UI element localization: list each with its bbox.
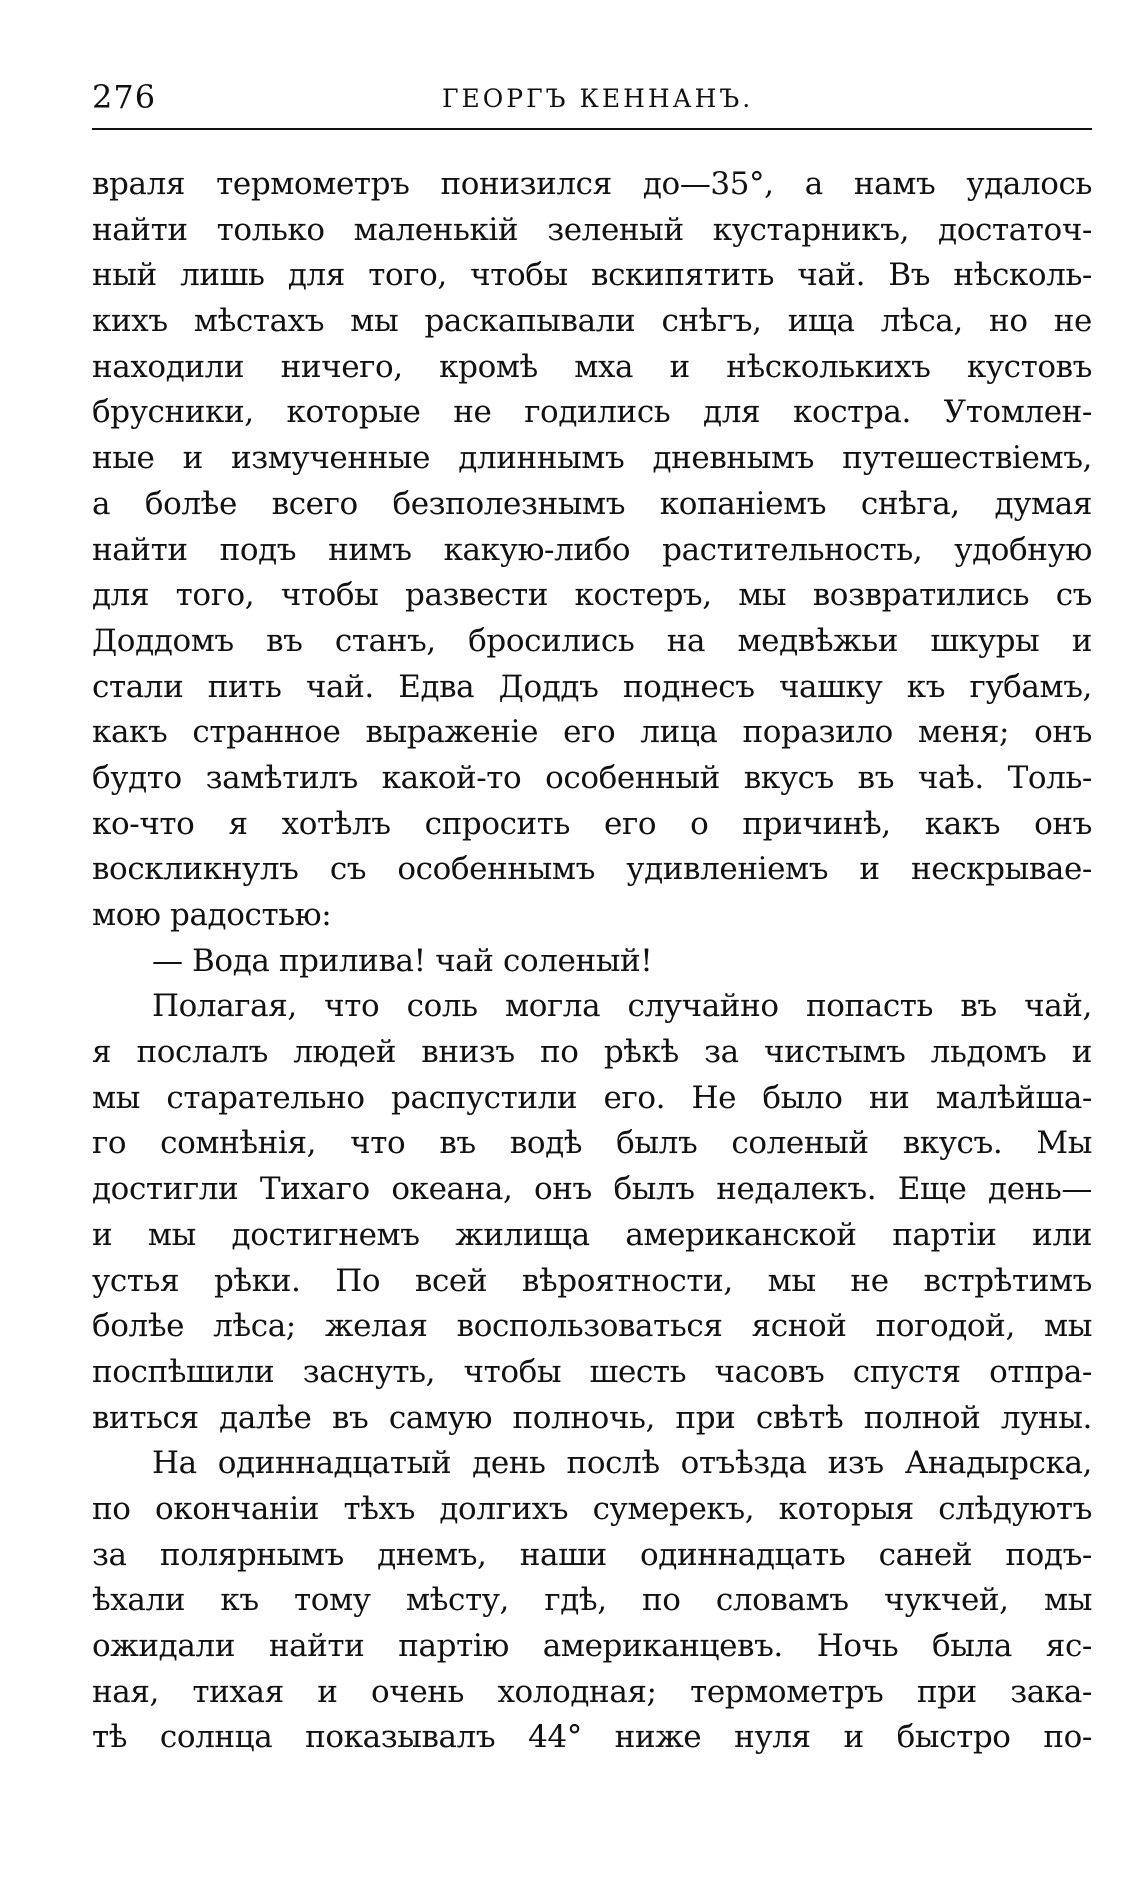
text-line: и мы достигнемъ жилища американской партіи или — [92, 1216, 1092, 1253]
paragraph-first-line: Полагая, что соль могла случайно попасть въ чай, — [152, 988, 1092, 1025]
text-line: Доддомъ въ станъ, бросились на медвѣжьи шкуры и — [92, 622, 1092, 659]
dialogue-line: — Вода прилива! чай соленый! — [152, 942, 653, 979]
text-line: ко-что я хотѣлъ спросить его о причинѣ, какъ онъ — [92, 805, 1092, 842]
text-line: найти только маленькій зеленый кустарникъ, достаточ- — [92, 211, 1092, 248]
text-line: ный лишь для того, чтобы вскипятить чай. Въ нѣсколь- — [92, 257, 1092, 294]
text-line: поспѣшили заснуть, чтобы шесть часовъ спустя отпра- — [92, 1353, 1092, 1390]
text-line: тѣ солнца показывалъ 44° ниже нуля и быстро по- — [92, 1719, 1092, 1756]
text-line: мы старательно распустили его. Не было ни малѣйша- — [92, 1079, 1092, 1116]
text-line: достигли Тихаго океана, онъ былъ недалекъ. Еще день— — [92, 1171, 1092, 1208]
page-header — [92, 78, 1092, 126]
header-rule — [92, 128, 1092, 130]
text-line: ная, тихая и очень холодная; термометръ при зака- — [92, 1673, 1092, 1710]
text-line: находили ничего, кромѣ мха и нѣсколькихъ кустовъ — [92, 348, 1092, 385]
body-text — [92, 162, 1092, 1761]
text-line: для того, чтобы развести костеръ, мы возвратились съ — [92, 577, 1092, 614]
text-line: го сомнѣнія, что въ водѣ былъ соленый вкусъ. Мы — [92, 1125, 1092, 1162]
page-number: 276 — [92, 78, 157, 116]
text-line: брусники, которые не годились для костра. Утомлен- — [92, 394, 1092, 431]
text-line: за полярнымъ днемъ, наши одиннадцать саней подъ- — [92, 1536, 1092, 1573]
text-line: какъ странное выраженіе его лица поразило меня; онъ — [92, 714, 1092, 751]
text-line: ожидали найти партію американцевъ. Ночь была яс- — [92, 1628, 1092, 1664]
text-line: ные и измученные длиннымъ дневнымъ путешествіемъ, — [92, 440, 1092, 477]
running-head: ГЕОРГЪ КЕННАНЪ. — [442, 84, 754, 113]
text-line: устья рѣки. По всей вѣроятности, мы не встрѣтимъ — [92, 1262, 1092, 1299]
paragraph-first-line: На одиннадцатый день послѣ отъѣзда изъ Анадырска, — [152, 1445, 1092, 1482]
text-line: болѣе лѣса; желая воспользоваться ясной погодой, мы — [92, 1308, 1092, 1345]
text-line: воскликнулъ съ особеннымъ удивленіемъ и нескрывае- — [92, 851, 1092, 888]
text-line: я послалъ людей внизъ по рѣкѣ за чистымъ льдомъ и — [92, 1034, 1092, 1071]
paragraph-end-line: мою радостью: — [92, 897, 332, 933]
text-line: стали пить чай. Едва Доддъ поднесъ чашку къ губамъ, — [92, 668, 1092, 705]
text-line: кихъ мѣстахъ мы раскапывали снѣгъ, ища лѣса, но не — [92, 303, 1092, 340]
text-line: враля термометръ понизился до—35°, а намъ удалось — [92, 166, 1092, 202]
paragraph-end-line: виться далѣе въ самую полночь, при свѣтѣ полной луны. — [92, 1399, 1092, 1436]
text-line: найти подъ нимъ какую-либо растительность, удобную — [92, 531, 1092, 568]
text-line: по окончаніи тѣхъ долгихъ сумерекъ, которыя слѣдуютъ — [92, 1490, 1092, 1527]
text-line: будто замѣтилъ какой-то особенный вкусъ въ чаѣ. Толь- — [92, 759, 1092, 796]
text-line: ѣхали къ тому мѣсту, гдѣ, по словамъ чукчей, мы — [92, 1582, 1092, 1619]
text-line: а болѣе всего безполезнымъ копаніемъ снѣга, думая — [92, 485, 1092, 522]
